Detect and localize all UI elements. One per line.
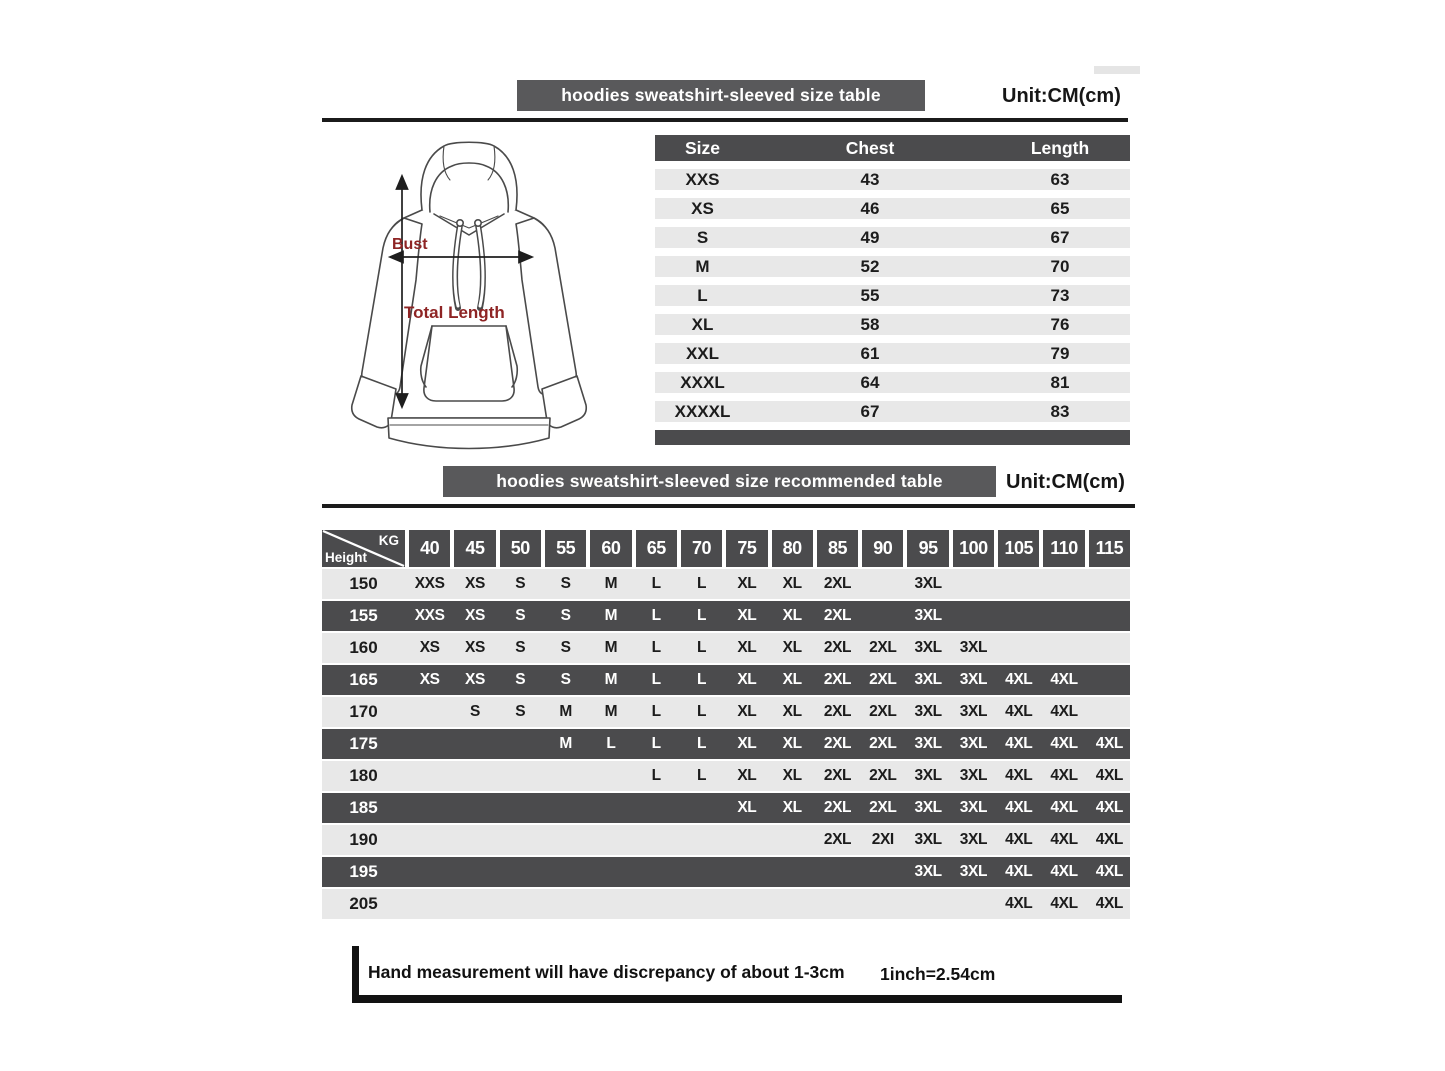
size-table [655,135,1130,445]
size-recommendation-cell: 4XL [1005,863,1033,880]
size-recommendation-cell: XL [737,671,757,688]
length-value-cell: 76 [1050,314,1070,334]
size-value-cell: XXXL [680,372,725,392]
size-recommendation-cell: 4XL [1005,703,1033,720]
size-recommendation-cell: XL [782,575,802,592]
size-recommendation-cell: XL [782,767,802,784]
height-row-label: 150 [349,574,378,593]
size-recommendation-cell: XL [782,799,802,816]
size-recommendation-cell: 2XL [823,767,852,784]
hoodie-hood-outer [421,142,517,210]
size-recommendation-cell: 3XL [959,639,988,656]
recommended-row [322,729,1130,759]
chest-value-cell: 61 [860,343,880,363]
size-recommendation-cell: L [651,607,661,624]
size-recommendation-cell: M [604,671,618,688]
length-value-cell: 70 [1050,256,1070,276]
size-recommendation-cell: M [604,575,618,592]
size-recommendation-cell: L [651,735,661,752]
weight-column-header: 90 [862,530,903,567]
height-row-label: 205 [349,894,378,913]
size-table-row [655,198,1130,219]
matrix-header [322,530,1130,567]
size-recommendation-cell: L [696,639,707,656]
size-recommendation-cell: 2XL [823,735,852,752]
height-row-label: 175 [349,734,378,753]
height-row-label: 160 [349,638,378,657]
size-recommendation-cell: XS [465,607,485,624]
size-recommendation-cell: 4XL [1050,767,1078,784]
weight-column-header: 110 [1043,530,1084,567]
height-row-label: 155 [349,606,378,625]
corner-height-label: Height [325,550,367,565]
size-table-body [655,169,1130,422]
size-recommendation-cell: 4XL [1005,671,1033,688]
size-value-cell: L [697,285,708,305]
footnote-horizontal-bar [352,995,1122,1003]
size-recommendation-cell: 4XL [1095,831,1123,848]
size-recommendation-cell: L [606,735,616,752]
size-recommendation-cell: XL [782,639,802,656]
size-recommendation-cell: L [651,639,661,656]
size-recommendation-cell: XL [782,735,802,752]
length-value-cell: 73 [1050,285,1070,305]
size-value-cell: XXL [685,343,720,363]
chest-value-cell: 43 [860,169,880,189]
size-recommendation-cell: 4XL [1050,863,1078,880]
size-recommendation-cell: 2XL [823,671,852,688]
size-recommendation-cell: S [515,671,526,688]
height-row-label: 170 [349,702,378,721]
chest-value-cell: 49 [860,227,880,247]
size-value-cell: M [695,256,710,276]
size-recommendation-cell: 4XL [1050,895,1078,912]
recommended-row [322,857,1130,887]
size-recommendation-cell: 3XL [914,607,942,624]
unit-label-2: Unit:CM(cm) [1006,471,1125,493]
length-value-cell: 81 [1050,372,1070,392]
size-table-row [655,372,1130,393]
size-recommendation-cell: S [469,703,480,720]
weight-column-header: 45 [454,530,495,567]
weight-column-header: 95 [907,530,948,567]
size-recommendation-cell: XS [419,639,440,656]
size-recommendation-cell: 2XL [869,703,897,720]
size-recommendation-cell: L [696,607,707,624]
weight-column-header: 85 [817,530,858,567]
unit-label-1: Unit:CM(cm) [1002,85,1121,107]
size-recommendation-cell: 4XL [1005,895,1033,912]
recommended-row [322,633,1130,663]
size-recommendation-cell: L [696,671,707,688]
size-recommendation-cell: 2XL [823,575,852,592]
size-recommendation-cell: 3XL [959,735,988,752]
size-recommendation-cell: M [604,607,618,624]
hoodie-pocket [424,326,514,401]
length-value-cell: 83 [1050,401,1070,421]
size-recommendation-cell: 3XL [914,575,942,592]
height-row-label: 195 [349,862,378,881]
size-recommendation-cell: S [515,575,526,592]
matrix-corner-cell [322,530,405,567]
weight-column-header: 65 [636,530,677,567]
size-recommendation-cell: 3XL [914,703,942,720]
size-recommendation-cell: XL [737,607,757,624]
recommended-matrix [322,530,1130,921]
size-table-row [655,227,1130,248]
recommended-row [322,601,1130,631]
recommended-row [322,793,1130,823]
size-recommendation-cell: XL [737,639,757,656]
size-recommendation-cell: 2XI [871,831,894,848]
size-recommendation-cell: L [696,575,707,592]
size-recommendation-cell: XL [737,703,757,720]
size-recommendation-cell: L [696,735,707,752]
size-recommendation-cell: 3XL [914,735,942,752]
recommended-row [322,697,1130,727]
weight-column-header: 60 [590,530,631,567]
length-value-cell: 79 [1050,343,1070,363]
weight-column-header: 105 [998,530,1039,567]
size-table-header [655,135,1130,161]
chest-value-cell: 52 [860,256,880,276]
size-recommendation-cell: 3XL [914,671,942,688]
size-recommendation-cell: 4XL [1050,799,1078,816]
size-recommendation-cell: 4XL [1095,895,1123,912]
length-value-cell: 67 [1050,227,1070,247]
chest-value-cell: 58 [860,314,880,334]
size-recommendation-cell: XL [737,799,757,816]
size-recommendation-cell: 4XL [1095,799,1123,816]
size-recommendation-cell: 4XL [1005,735,1033,752]
size-value-cell: S [696,227,709,247]
size-recommendation-cell: L [651,575,661,592]
size-recommendation-cell: 4XL [1050,735,1078,752]
size-recommendation-cell: S [560,671,571,688]
divider-line-1 [322,118,1128,122]
inch-conversion-note: 1inch=2.54cm [880,964,996,984]
column-header-chest: Chest [845,137,895,158]
size-recommendation-cell: XL [782,703,802,720]
size-table-row [655,169,1130,190]
size-recommendation-cell: S [515,703,526,720]
size-recommendation-cell: L [651,767,661,784]
size-recommendation-cell: S [560,639,571,656]
size-recommendation-cell: 3XL [959,671,988,688]
size-recommendation-cell: 3XL [959,767,988,784]
size-recommendation-cell: 3XL [914,767,942,784]
size-recommendation-cell: 3XL [959,799,988,816]
hoodie-hem-band [388,418,550,449]
size-recommendation-cell: 4XL [1005,831,1033,848]
size-recommendation-cell: L [696,767,707,784]
size-recommendation-cell: 4XL [1095,863,1123,880]
size-recommendation-cell: XXS [414,575,445,592]
size-table-row [655,401,1130,422]
size-recommendation-cell: XL [737,767,757,784]
size-recommendation-cell: 2XL [823,799,852,816]
height-row-label: 165 [349,670,378,689]
matrix-body [322,569,1130,919]
size-recommendation-cell: 2XL [869,799,897,816]
measurement-discrepancy-note: Hand measurement will have discrepancy of about 1-3cm [368,962,845,982]
size-recommendation-cell: XS [465,639,485,656]
size-value-cell: XXXXL [674,401,731,421]
size-recommendation-cell: 2XL [869,671,897,688]
divider-line-2 [322,504,1135,508]
size-recommendation-cell: L [651,703,661,720]
size-recommendation-cell: XS [465,575,485,592]
size-recommendation-cell: 2XL [869,767,897,784]
recommended-table-title: hoodies sweatshirt-sleeved size recommended table [496,471,943,491]
size-recommendation-cell: S [560,575,571,592]
size-recommendation-cell: 3XL [914,639,942,656]
size-recommendation-cell: 2XL [823,831,852,848]
size-recommendation-cell: XXS [414,607,445,624]
size-recommendation-cell: 2XL [869,735,897,752]
weight-column-header: 40 [409,530,450,567]
size-table-title: hoodies sweatshirt-sleeved size table [561,85,881,105]
weight-column-header: 50 [500,530,541,567]
size-table-row [655,314,1130,335]
recommended-table-title-bar [443,466,996,497]
size-recommendation-cell: 4XL [1050,671,1078,688]
recommended-row [322,889,1130,919]
scan-artifact-mark [1094,66,1140,74]
size-table-title-bar [517,80,925,111]
size-recommendation-cell: XL [782,671,802,688]
recommended-row [322,761,1130,791]
size-recommendation-cell: 4XL [1005,799,1033,816]
bust-label: Bust [392,236,428,253]
corner-kg-label: KG [378,533,399,548]
height-row-label: 185 [349,798,378,817]
height-row-label: 180 [349,766,378,785]
total-length-label: Total Length [404,303,505,322]
column-header-length: Length [1030,137,1090,158]
recommended-row [322,825,1130,855]
hoodie-measurement-diagram [330,130,610,460]
size-recommendation-cell: 4XL [1095,735,1123,752]
size-recommendation-cell: 3XL [914,863,942,880]
size-table-footer-bar [655,430,1130,445]
size-recommendation-cell: 3XL [959,863,988,880]
size-recommendation-cell: 4XL [1095,767,1123,784]
recommended-row [322,665,1130,695]
size-recommendation-cell: XS [465,671,485,688]
size-recommendation-cell: XL [782,607,802,624]
height-row-label: 190 [349,830,378,849]
size-value-cell: XS [691,198,714,218]
size-value-cell: XL [691,314,714,334]
size-recommendation-cell: 4XL [1050,703,1078,720]
size-recommendation-cell: L [651,671,661,688]
size-table-row [655,343,1130,364]
size-recommendation-cell: M [559,703,572,720]
size-table-row [655,256,1130,277]
size-recommendation-cell: 4XL [1005,767,1033,784]
size-recommendation-cell: 3XL [914,799,942,816]
column-header-size: Size [684,137,721,158]
size-recommendation-cell: M [604,703,618,720]
size-table-row [655,285,1130,306]
chest-value-cell: 55 [860,285,880,305]
size-recommendation-cell: XL [737,735,757,752]
weight-column-header: 115 [1089,530,1130,567]
chest-value-cell: 67 [860,401,880,421]
size-recommendation-cell: XL [737,575,757,592]
size-recommendation-cell: M [604,639,618,656]
recommended-row [322,569,1130,599]
size-recommendation-cell: S [515,639,526,656]
weight-column-header: 100 [953,530,994,567]
size-recommendation-cell: 2XL [823,703,852,720]
chest-value-cell: 64 [860,372,880,392]
size-recommendation-cell: 3XL [959,831,988,848]
length-value-cell: 65 [1050,198,1070,218]
size-recommendation-cell: L [696,703,707,720]
size-recommendation-cell: S [560,607,571,624]
size-recommendation-cell: XS [419,671,440,688]
size-recommendation-cell: 2XL [823,639,852,656]
size-recommendation-cell: 3XL [959,703,988,720]
size-recommendation-cell: 4XL [1050,831,1078,848]
size-value-cell: XXS [685,169,720,189]
weight-column-header: 80 [772,530,813,567]
weight-column-header: 55 [545,530,586,567]
size-recommendation-cell: 2XL [823,607,852,624]
chest-value-cell: 46 [860,198,880,218]
size-recommendation-cell: 3XL [914,831,942,848]
size-recommendation-cell: M [559,735,572,752]
size-recommendation-cell: S [515,607,526,624]
length-value-cell: 63 [1050,169,1070,189]
size-recommendation-cell: 2XL [869,639,897,656]
weight-column-header: 75 [726,530,767,567]
weight-column-header: 70 [681,530,722,567]
